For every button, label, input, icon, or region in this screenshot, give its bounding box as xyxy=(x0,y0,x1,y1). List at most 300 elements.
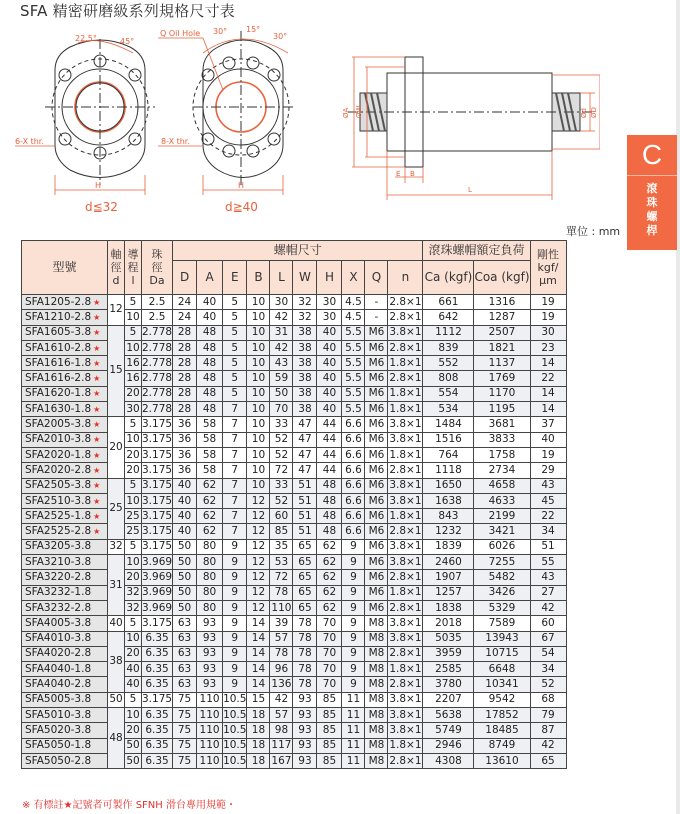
cell-h: 62 xyxy=(317,585,342,600)
cell-a: 93 xyxy=(197,662,223,677)
header-q: Q xyxy=(365,261,388,295)
cell-n: 1.8×1 xyxy=(388,402,423,417)
cell-coa: 1769 xyxy=(474,371,530,386)
cell-da: 3.175 xyxy=(142,539,173,554)
cell-b: 10 xyxy=(247,402,270,417)
table-row xyxy=(22,432,567,447)
cell-e: 7 xyxy=(223,463,247,478)
shaft-diameter-cell: 15 xyxy=(108,325,125,417)
table-row xyxy=(22,646,567,661)
cell-ca: 2946 xyxy=(423,738,474,753)
cell-e: 5 xyxy=(223,371,247,386)
cell-k: 43 xyxy=(530,478,566,493)
cell-q: M6 xyxy=(365,509,388,524)
cell-k: 22 xyxy=(530,371,566,386)
model-name: SFA1210-2.8 xyxy=(25,310,92,323)
cell-a: 93 xyxy=(197,616,223,631)
model-cell xyxy=(22,570,108,585)
cell-e: 7 xyxy=(223,509,247,524)
cell-x: 11 xyxy=(342,708,365,723)
model-name: SFA2510-3.8 xyxy=(25,494,92,507)
header-l: L xyxy=(270,261,293,295)
angle-label: 15° xyxy=(246,25,261,34)
cell-ca: 764 xyxy=(423,447,474,462)
cell-h: 70 xyxy=(317,616,342,631)
header-text: 導 xyxy=(127,248,139,261)
cell-l: 72 xyxy=(270,570,293,585)
cell-x: 5.5 xyxy=(342,402,365,417)
cell-k: 67 xyxy=(530,631,566,646)
cell-d: 40 xyxy=(173,524,197,539)
cell-w: 93 xyxy=(293,708,317,723)
cell-d: 24 xyxy=(173,295,197,310)
cell-da: 6.35 xyxy=(142,646,173,661)
table-row xyxy=(22,386,567,401)
model-cell xyxy=(22,555,108,570)
cell-da: 2.778 xyxy=(142,340,173,355)
cell-da: 3.175 xyxy=(142,616,173,631)
star-icon: ★ xyxy=(93,496,101,506)
cell-w: 51 xyxy=(293,478,317,493)
shaft-diameter-cell: 50 xyxy=(108,692,125,707)
cell-e: 5 xyxy=(223,340,247,355)
cell-da: 3.175 xyxy=(142,524,173,539)
cell-da: 6.35 xyxy=(142,723,173,738)
cell-d: 36 xyxy=(173,432,197,447)
cell-q: M6 xyxy=(365,570,388,585)
cell-da: 2.778 xyxy=(142,386,173,401)
cell-q: M6 xyxy=(365,417,388,432)
cell-w: 38 xyxy=(293,402,317,417)
cell-ca: 3959 xyxy=(423,646,474,661)
cell-h: 44 xyxy=(317,447,342,462)
cell-a: 80 xyxy=(197,600,223,615)
model-cell xyxy=(22,340,108,355)
cell-w: 38 xyxy=(293,356,317,371)
cell-q: M8 xyxy=(365,616,388,631)
cell-x: 6.6 xyxy=(342,509,365,524)
cell-x: 9 xyxy=(342,539,365,554)
cell-l: 60 xyxy=(270,509,293,524)
header-text: 珠 xyxy=(151,248,163,261)
model-cell xyxy=(22,386,108,401)
cell-l: 42 xyxy=(270,310,293,325)
cell-n: 3.8×1 xyxy=(388,631,423,646)
table-row xyxy=(22,753,567,768)
model-name: SFA5050-1.8 xyxy=(25,739,92,752)
model-cell xyxy=(22,631,108,646)
model-cell xyxy=(22,295,108,310)
cell-l: 5 xyxy=(125,692,142,707)
cell-w: 93 xyxy=(293,692,317,707)
chapter-label-char: 滾 xyxy=(646,182,658,195)
cell-q: M8 xyxy=(365,677,388,692)
header-text: d xyxy=(112,274,120,287)
cell-x: 6.6 xyxy=(342,493,365,508)
header-text: μm xyxy=(539,274,557,287)
cell-q: M6 xyxy=(365,478,388,493)
cell-a: 40 xyxy=(197,310,223,325)
cell-ca: 5749 xyxy=(423,723,474,738)
header-d: D xyxy=(173,261,197,295)
cell-q: M6 xyxy=(365,356,388,371)
cell-coa: 5482 xyxy=(474,570,530,585)
cell-l: 5 xyxy=(125,539,142,554)
cell-l: 52 xyxy=(270,493,293,508)
cell-x: 4.5 xyxy=(342,310,365,325)
cell-l: 20 xyxy=(125,386,142,401)
cell-coa: 1195 xyxy=(474,402,530,417)
model-name: SFA2005-3.8 xyxy=(25,418,92,431)
cell-h: 70 xyxy=(317,631,342,646)
cell-l: 42 xyxy=(270,340,293,355)
cell-x: 11 xyxy=(342,753,365,768)
cell-a: 48 xyxy=(197,386,223,401)
cell-b: 12 xyxy=(247,524,270,539)
width-label: H xyxy=(238,181,245,190)
cell-l: 50 xyxy=(125,738,142,753)
cell-h: 40 xyxy=(317,402,342,417)
cell-da: 3.969 xyxy=(142,600,173,615)
cell-e: 9 xyxy=(223,677,247,692)
cell-d: 40 xyxy=(173,509,197,524)
cell-h: 48 xyxy=(317,524,342,539)
cell-e: 10.5 xyxy=(223,738,247,753)
shaft-diameter-cell: 32 xyxy=(108,539,125,554)
model-name: SFA4020-2.8 xyxy=(25,647,92,660)
cell-b: 10 xyxy=(247,356,270,371)
cell-l: 5 xyxy=(125,325,142,340)
cell-w: 47 xyxy=(293,417,317,432)
cell-q: M8 xyxy=(365,692,388,707)
cell-e: 7 xyxy=(223,447,247,462)
shaft-diameter-cell: 48 xyxy=(108,708,125,769)
cell-k: 19 xyxy=(530,295,566,310)
star-icon: ★ xyxy=(93,358,101,368)
cell-b: 18 xyxy=(247,708,270,723)
cell-h: 70 xyxy=(317,646,342,661)
cell-e: 9 xyxy=(223,555,247,570)
cell-l: 40 xyxy=(125,677,142,692)
cell-b: 12 xyxy=(247,539,270,554)
cell-b: 14 xyxy=(247,646,270,661)
cell-x: 6.6 xyxy=(342,447,365,462)
cell-n: 3.8×1 xyxy=(388,539,423,554)
header-ball xyxy=(142,241,173,295)
cell-coa: 1137 xyxy=(474,356,530,371)
cell-a: 80 xyxy=(197,585,223,600)
header-text: 剛性 xyxy=(537,248,559,261)
cell-w: 47 xyxy=(293,463,317,478)
cell-e: 9 xyxy=(223,570,247,585)
cell-a: 62 xyxy=(197,478,223,493)
model-name: SFA1616-1.8 xyxy=(25,356,92,369)
cell-ca: 552 xyxy=(423,356,474,371)
cell-coa: 13943 xyxy=(474,631,530,646)
cell-b: 10 xyxy=(247,310,270,325)
cell-x: 5.5 xyxy=(342,340,365,355)
shaft-diameter-cell: 12 xyxy=(108,295,125,326)
oil-hole-label: Q Oil Hole xyxy=(160,29,201,38)
cell-k: 54 xyxy=(530,646,566,661)
model-name: SFA1605-3.8 xyxy=(25,326,92,339)
cell-q: M8 xyxy=(365,753,388,768)
cell-k: 37 xyxy=(530,417,566,432)
cell-coa: 7255 xyxy=(474,555,530,570)
cell-l: 50 xyxy=(125,753,142,768)
cell-h: 85 xyxy=(317,708,342,723)
cell-l: 43 xyxy=(270,356,293,371)
model-cell xyxy=(22,493,108,508)
cell-a: 48 xyxy=(197,356,223,371)
table-row xyxy=(22,585,567,600)
cell-l: 96 xyxy=(270,662,293,677)
cell-x: 9 xyxy=(342,631,365,646)
star-icon: ★ xyxy=(93,435,101,445)
cell-n: 1.8×1 xyxy=(388,386,423,401)
cell-l: 32 xyxy=(125,585,142,600)
cell-k: 19 xyxy=(530,447,566,462)
model-name: SFA3232-1.8 xyxy=(25,586,92,599)
cell-e: 5 xyxy=(223,310,247,325)
chapter-label xyxy=(627,182,677,238)
cell-ca: 1638 xyxy=(423,493,474,508)
star-icon: ★ xyxy=(93,343,101,353)
chapter-tab[interactable] xyxy=(627,135,677,250)
cell-w: 32 xyxy=(293,310,317,325)
cell-w: 38 xyxy=(293,386,317,401)
cell-x: 9 xyxy=(342,616,365,631)
star-icon: ★ xyxy=(93,404,101,414)
cell-k: 34 xyxy=(530,524,566,539)
cell-da: 3.969 xyxy=(142,555,173,570)
cell-coa: 2507 xyxy=(474,325,530,340)
cell-da: 3.175 xyxy=(142,417,173,432)
cell-ca: 5638 xyxy=(423,708,474,723)
cell-k: 55 xyxy=(530,555,566,570)
model-name: SFA2525-2.8 xyxy=(25,525,92,538)
model-name: SFA3205-3.8 xyxy=(25,540,92,553)
cell-d: 28 xyxy=(173,356,197,371)
cell-b: 10 xyxy=(247,417,270,432)
cell-k: 43 xyxy=(530,570,566,585)
cell-h: 40 xyxy=(317,340,342,355)
table-row xyxy=(22,371,567,386)
cell-h: 44 xyxy=(317,432,342,447)
diagram-caption: d≦32 xyxy=(85,200,118,214)
cell-coa: 2734 xyxy=(474,463,530,478)
header-text: 軸 xyxy=(110,248,122,261)
cell-k: 34 xyxy=(530,662,566,677)
cell-coa: 1316 xyxy=(474,295,530,310)
cell-a: 48 xyxy=(197,371,223,386)
model-cell xyxy=(22,325,108,340)
cell-w: 51 xyxy=(293,493,317,508)
table-row xyxy=(22,402,567,417)
model-name: SFA1205-2.8 xyxy=(25,295,92,308)
cell-coa: 6026 xyxy=(474,539,530,554)
table-row xyxy=(22,493,567,508)
cell-l: 16 xyxy=(125,371,142,386)
cell-b: 18 xyxy=(247,738,270,753)
model-name: SFA1630-1.8 xyxy=(25,402,92,415)
star-icon: ★ xyxy=(93,465,101,475)
model-name: SFA1616-2.8 xyxy=(25,372,92,385)
cell-b: 10 xyxy=(247,371,270,386)
cell-h: 62 xyxy=(317,555,342,570)
cell-e: 10.5 xyxy=(223,708,247,723)
cell-ca: 1650 xyxy=(423,478,474,493)
cell-da: 6.35 xyxy=(142,708,173,723)
cell-d: 24 xyxy=(173,310,197,325)
hole-label: 8-X thr. xyxy=(161,137,190,146)
cell-b: 15 xyxy=(247,692,270,707)
cell-q: M8 xyxy=(365,738,388,753)
cell-h: 48 xyxy=(317,478,342,493)
cell-a: 80 xyxy=(197,539,223,554)
cell-ca: 843 xyxy=(423,509,474,524)
cell-a: 58 xyxy=(197,417,223,432)
cell-d: 63 xyxy=(173,616,197,631)
table-row xyxy=(22,447,567,462)
cell-d: 28 xyxy=(173,386,197,401)
cell-l: 20 xyxy=(125,570,142,585)
cell-coa: 8749 xyxy=(474,738,530,753)
cell-a: 93 xyxy=(197,631,223,646)
cell-l: 31 xyxy=(270,325,293,340)
cell-a: 62 xyxy=(197,524,223,539)
model-cell xyxy=(22,585,108,600)
star-icon: ★ xyxy=(93,297,101,307)
cell-q: M6 xyxy=(365,539,388,554)
cell-h: 48 xyxy=(317,509,342,524)
cell-h: 30 xyxy=(317,295,342,310)
chapter-label-char: 螺 xyxy=(646,210,658,223)
header-load: 滾珠螺帽額定負荷 xyxy=(423,241,530,261)
cell-d: 63 xyxy=(173,631,197,646)
cell-e: 10.5 xyxy=(223,753,247,768)
cell-w: 38 xyxy=(293,340,317,355)
page-edge-bar xyxy=(676,0,680,814)
cell-ca: 1257 xyxy=(423,585,474,600)
cell-l: 10 xyxy=(125,631,142,646)
cell-n: 2.8×1 xyxy=(388,524,423,539)
cell-ca: 642 xyxy=(423,310,474,325)
cell-coa: 10715 xyxy=(474,646,530,661)
cell-l: 10 xyxy=(125,708,142,723)
cell-w: 32 xyxy=(293,295,317,310)
cell-l: 20 xyxy=(125,463,142,478)
cell-b: 18 xyxy=(247,753,270,768)
model-name: SFA3210-3.8 xyxy=(25,555,92,568)
cell-l: 52 xyxy=(270,447,293,462)
cell-w: 93 xyxy=(293,738,317,753)
cell-ca: 1484 xyxy=(423,417,474,432)
cell-x: 9 xyxy=(342,600,365,615)
cell-k: 22 xyxy=(530,509,566,524)
cell-w: 78 xyxy=(293,677,317,692)
cell-x: 5.5 xyxy=(342,386,365,401)
cell-l: 10 xyxy=(125,555,142,570)
footnote: ※ 有標註★記號者可製作 SFNH 滑台專用規範・ xyxy=(22,800,236,811)
cell-l: 57 xyxy=(270,708,293,723)
cell-b: 10 xyxy=(247,463,270,478)
cell-ca: 2585 xyxy=(423,662,474,677)
table-row xyxy=(22,524,567,539)
cell-w: 65 xyxy=(293,570,317,585)
cell-d: 28 xyxy=(173,325,197,340)
cell-q: M6 xyxy=(365,555,388,570)
model-cell xyxy=(22,662,108,677)
cell-n: 1.8×1 xyxy=(388,738,423,753)
cell-w: 65 xyxy=(293,539,317,554)
cell-w: 38 xyxy=(293,371,317,386)
table-row xyxy=(22,295,567,310)
cell-l: 20 xyxy=(125,447,142,462)
table-row xyxy=(22,723,567,738)
cell-l: 35 xyxy=(270,539,293,554)
cell-ca: 808 xyxy=(423,371,474,386)
cell-n: 2.8×1 xyxy=(388,371,423,386)
header-lead xyxy=(125,241,142,295)
cell-q: M8 xyxy=(365,662,388,677)
header-h: H xyxy=(317,261,342,295)
cell-coa: 4633 xyxy=(474,493,530,508)
dim-label: E xyxy=(396,170,401,178)
cell-k: 79 xyxy=(530,708,566,723)
cell-a: 110 xyxy=(197,708,223,723)
cell-l: 5 xyxy=(125,478,142,493)
cell-e: 9 xyxy=(223,600,247,615)
cell-h: 40 xyxy=(317,371,342,386)
cell-d: 50 xyxy=(173,600,197,615)
cell-e: 7 xyxy=(223,478,247,493)
cell-d: 36 xyxy=(173,463,197,478)
width-label: H xyxy=(95,181,102,190)
cell-n: 2.8×1 xyxy=(388,340,423,355)
cell-q: - xyxy=(365,295,388,310)
cell-n: 2.8×1 xyxy=(388,310,423,325)
cell-n: 3.8×1 xyxy=(388,325,423,340)
cell-b: 10 xyxy=(247,432,270,447)
cell-b: 10 xyxy=(247,447,270,462)
table-row xyxy=(22,600,567,615)
cell-ca: 661 xyxy=(423,295,474,310)
cell-coa: 17852 xyxy=(474,708,530,723)
model-name: SFA5020-3.8 xyxy=(25,723,92,736)
header-text: 徑 xyxy=(151,261,163,274)
dim-label: L xyxy=(468,186,472,194)
table-row xyxy=(22,478,567,493)
angle-label: 22.5° xyxy=(75,34,97,43)
cell-l: 25 xyxy=(125,509,142,524)
model-cell xyxy=(22,478,108,493)
cell-e: 7 xyxy=(223,493,247,508)
cell-d: 63 xyxy=(173,646,197,661)
cell-d: 75 xyxy=(173,692,197,707)
angle-label: 30° xyxy=(273,32,288,41)
cell-q: M6 xyxy=(365,386,388,401)
cell-q: M6 xyxy=(365,340,388,355)
cell-a: 62 xyxy=(197,509,223,524)
cell-e: 9 xyxy=(223,662,247,677)
cell-q: M8 xyxy=(365,646,388,661)
cell-ca: 1838 xyxy=(423,600,474,615)
cell-h: 62 xyxy=(317,539,342,554)
model-name: SFA5010-3.8 xyxy=(25,708,92,721)
header-e: E xyxy=(223,261,247,295)
cell-a: 93 xyxy=(197,646,223,661)
